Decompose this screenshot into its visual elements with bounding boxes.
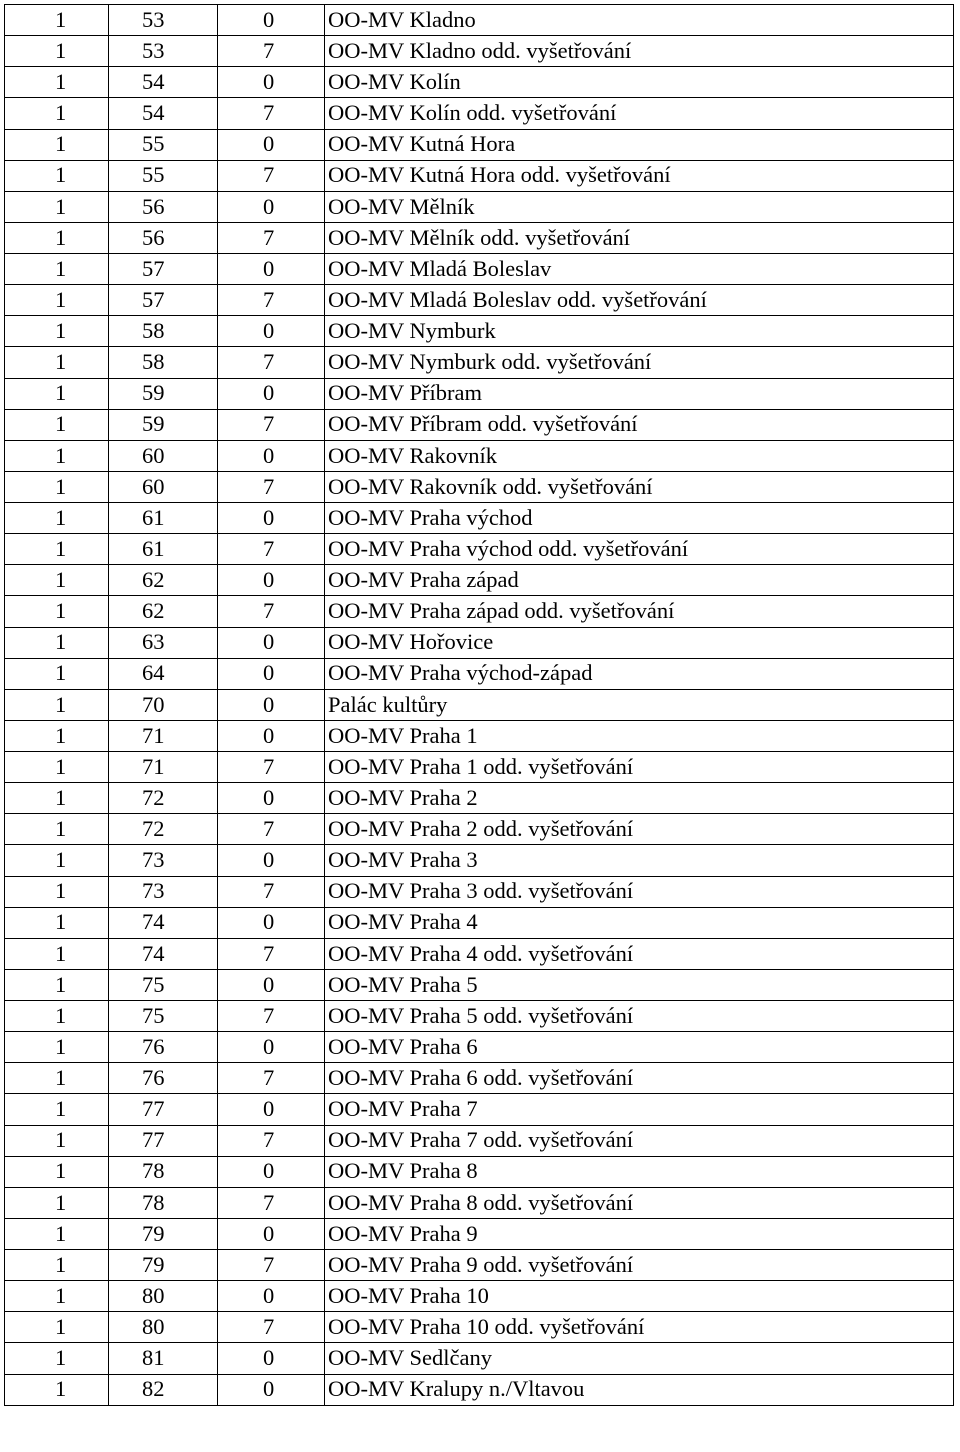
district-code-cell: 82 [109, 1374, 218, 1405]
region-code-cell: 1 [5, 316, 109, 347]
table-row [5, 378, 954, 409]
table-row [5, 440, 954, 471]
unit-code-cell: 0 [218, 845, 325, 876]
table-row [5, 845, 954, 876]
unit-code-cell: 7 [218, 1187, 325, 1218]
department-name-cell: OO-MV Praha 3 [325, 845, 954, 876]
department-name-cell: OO-MV Praha 9 odd. vyšetřování [325, 1250, 954, 1281]
region-code-cell: 1 [5, 938, 109, 969]
unit-code-cell: 0 [218, 565, 325, 596]
department-name-cell: OO-MV Praha 2 odd. vyšetřování [325, 814, 954, 845]
district-code-cell: 73 [109, 876, 218, 907]
district-code-cell: 79 [109, 1250, 218, 1281]
unit-code-cell: 0 [218, 1094, 325, 1125]
region-code-cell: 1 [5, 596, 109, 627]
region-code-cell: 1 [5, 876, 109, 907]
unit-code-cell: 7 [218, 409, 325, 440]
unit-code-cell: 7 [218, 814, 325, 845]
department-name-cell: OO-MV Rakovník odd. vyšetřování [325, 471, 954, 502]
table-row [5, 534, 954, 565]
department-name-cell: OO-MV Praha 4 odd. vyšetřování [325, 938, 954, 969]
unit-code-cell: 0 [218, 1218, 325, 1249]
district-code-cell: 79 [109, 1218, 218, 1249]
department-name-cell: OO-MV Praha 10 [325, 1281, 954, 1312]
department-name-cell: OO-MV Kutná Hora [325, 129, 954, 160]
region-code-cell: 1 [5, 1125, 109, 1156]
department-name-cell: OO-MV Mladá Boleslav [325, 254, 954, 285]
district-code-cell: 75 [109, 1001, 218, 1032]
table-row [5, 67, 954, 98]
unit-code-cell: 0 [218, 440, 325, 471]
region-code-cell: 1 [5, 409, 109, 440]
unit-code-cell: 0 [218, 907, 325, 938]
unit-code-cell: 0 [218, 1343, 325, 1374]
table-row [5, 938, 954, 969]
unit-code-cell: 0 [218, 5, 325, 36]
unit-code-cell: 7 [218, 471, 325, 502]
department-name-cell: OO-MV Příbram [325, 378, 954, 409]
table-row [5, 191, 954, 222]
region-code-cell: 1 [5, 67, 109, 98]
table-row [5, 1250, 954, 1281]
region-code-cell: 1 [5, 160, 109, 191]
district-code-cell: 77 [109, 1125, 218, 1156]
department-name-cell: OO-MV Kladno odd. vyšetřování [325, 36, 954, 67]
table-row [5, 98, 954, 129]
district-code-cell: 76 [109, 1063, 218, 1094]
department-name-cell: OO-MV Sedlčany [325, 1343, 954, 1374]
region-code-cell: 1 [5, 378, 109, 409]
department-name-cell: OO-MV Praha východ odd. vyšetřování [325, 534, 954, 565]
table-row [5, 1312, 954, 1343]
unit-code-cell: 7 [218, 160, 325, 191]
unit-code-cell: 0 [218, 783, 325, 814]
district-code-cell: 57 [109, 254, 218, 285]
district-code-cell: 72 [109, 783, 218, 814]
region-code-cell: 1 [5, 1218, 109, 1249]
district-code-cell: 60 [109, 440, 218, 471]
district-code-cell: 71 [109, 752, 218, 783]
unit-code-cell: 7 [218, 938, 325, 969]
unit-code-cell: 0 [218, 1032, 325, 1063]
department-name-cell: Palác kultůry [325, 689, 954, 720]
district-code-cell: 59 [109, 378, 218, 409]
unit-code-cell: 7 [218, 98, 325, 129]
region-code-cell: 1 [5, 254, 109, 285]
table-row [5, 129, 954, 160]
unit-code-cell: 7 [218, 1312, 325, 1343]
department-name-cell: OO-MV Mělník odd. vyšetřování [325, 222, 954, 253]
district-code-cell: 81 [109, 1343, 218, 1374]
department-name-cell: OO-MV Mladá Boleslav odd. vyšetřování [325, 285, 954, 316]
district-code-cell: 78 [109, 1156, 218, 1187]
region-code-cell: 1 [5, 752, 109, 783]
region-code-cell: 1 [5, 285, 109, 316]
unit-code-cell: 0 [218, 1156, 325, 1187]
unit-code-cell: 7 [218, 1125, 325, 1156]
unit-code-cell: 0 [218, 720, 325, 751]
region-code-cell: 1 [5, 1094, 109, 1125]
district-code-cell: 56 [109, 222, 218, 253]
table-row [5, 596, 954, 627]
department-name-cell: OO-MV Praha 1 odd. vyšetřování [325, 752, 954, 783]
department-name-cell: OO-MV Praha 7 odd. vyšetřování [325, 1125, 954, 1156]
region-code-cell: 1 [5, 1374, 109, 1405]
district-code-cell: 74 [109, 907, 218, 938]
region-code-cell: 1 [5, 720, 109, 751]
department-name-cell: OO-MV Praha západ odd. vyšetřování [325, 596, 954, 627]
district-code-cell: 78 [109, 1187, 218, 1218]
department-name-cell: OO-MV Nymburk [325, 316, 954, 347]
department-name-cell: OO-MV Praha 4 [325, 907, 954, 938]
table-row [5, 1281, 954, 1312]
department-name-cell: OO-MV Praha 2 [325, 783, 954, 814]
district-code-cell: 59 [109, 409, 218, 440]
district-code-cell: 80 [109, 1312, 218, 1343]
table-row [5, 1094, 954, 1125]
department-name-cell: OO-MV Kralupy n./Vltavou [325, 1374, 954, 1405]
unit-code-cell: 0 [218, 1374, 325, 1405]
region-code-cell: 1 [5, 1281, 109, 1312]
region-code-cell: 1 [5, 1343, 109, 1374]
region-code-cell: 1 [5, 1001, 109, 1032]
unit-code-cell: 7 [218, 752, 325, 783]
unit-code-cell: 7 [218, 347, 325, 378]
region-code-cell: 1 [5, 471, 109, 502]
district-code-cell: 57 [109, 285, 218, 316]
department-name-cell: OO-MV Kolín odd. vyšetřování [325, 98, 954, 129]
table-row [5, 907, 954, 938]
table-row [5, 720, 954, 751]
region-code-cell: 1 [5, 658, 109, 689]
department-name-cell: OO-MV Mělník [325, 191, 954, 222]
department-name-cell: OO-MV Praha 8 odd. vyšetřování [325, 1187, 954, 1218]
department-name-cell: OO-MV Praha 1 [325, 720, 954, 751]
department-name-cell: OO-MV Příbram odd. vyšetřování [325, 409, 954, 440]
unit-code-cell: 7 [218, 876, 325, 907]
region-code-cell: 1 [5, 503, 109, 534]
unit-code-cell: 7 [218, 222, 325, 253]
region-code-cell: 1 [5, 845, 109, 876]
unit-code-cell: 0 [218, 129, 325, 160]
region-code-cell: 1 [5, 627, 109, 658]
unit-code-cell: 7 [218, 285, 325, 316]
table-row [5, 222, 954, 253]
district-code-cell: 60 [109, 471, 218, 502]
table-row [5, 1063, 954, 1094]
district-code-cell: 80 [109, 1281, 218, 1312]
table-row [5, 783, 954, 814]
table-row [5, 1001, 954, 1032]
region-code-cell: 1 [5, 689, 109, 720]
region-code-cell: 1 [5, 1156, 109, 1187]
table-row [5, 254, 954, 285]
table-row [5, 1187, 954, 1218]
district-code-cell: 71 [109, 720, 218, 751]
unit-code-cell: 0 [218, 254, 325, 285]
region-code-cell: 1 [5, 1250, 109, 1281]
department-name-cell: OO-MV Praha východ [325, 503, 954, 534]
department-name-cell: OO-MV Praha 6 [325, 1032, 954, 1063]
department-name-cell: OO-MV Praha 6 odd. vyšetřování [325, 1063, 954, 1094]
department-name-cell: OO-MV Praha 9 [325, 1218, 954, 1249]
unit-code-cell: 7 [218, 1063, 325, 1094]
district-code-cell: 63 [109, 627, 218, 658]
table-body [5, 5, 954, 1406]
table-row [5, 1343, 954, 1374]
unit-code-cell: 0 [218, 378, 325, 409]
department-name-cell: OO-MV Nymburk odd. vyšetřování [325, 347, 954, 378]
department-name-cell: OO-MV Kutná Hora odd. vyšetřování [325, 160, 954, 191]
region-code-cell: 1 [5, 36, 109, 67]
unit-code-cell: 0 [218, 503, 325, 534]
district-code-cell: 70 [109, 689, 218, 720]
region-code-cell: 1 [5, 969, 109, 1000]
region-code-cell: 1 [5, 907, 109, 938]
district-code-cell: 54 [109, 98, 218, 129]
region-code-cell: 1 [5, 440, 109, 471]
district-code-cell: 64 [109, 658, 218, 689]
region-code-cell: 1 [5, 814, 109, 845]
region-code-cell: 1 [5, 191, 109, 222]
district-code-cell: 53 [109, 36, 218, 67]
district-code-cell: 53 [109, 5, 218, 36]
department-name-cell: OO-MV Kolín [325, 67, 954, 98]
unit-code-cell: 7 [218, 1250, 325, 1281]
unit-code-cell: 0 [218, 67, 325, 98]
district-code-cell: 77 [109, 1094, 218, 1125]
table-row [5, 160, 954, 191]
region-code-cell: 1 [5, 222, 109, 253]
unit-code-cell: 0 [218, 658, 325, 689]
department-name-cell: OO-MV Praha západ [325, 565, 954, 596]
district-code-cell: 62 [109, 596, 218, 627]
department-name-cell: OO-MV Praha 10 odd. vyšetřování [325, 1312, 954, 1343]
department-name-cell: OO-MV Praha 7 [325, 1094, 954, 1125]
table-row [5, 285, 954, 316]
unit-code-cell: 0 [218, 1281, 325, 1312]
table-row [5, 471, 954, 502]
district-code-cell: 56 [109, 191, 218, 222]
district-code-cell: 58 [109, 316, 218, 347]
district-code-cell: 55 [109, 160, 218, 191]
table-row [5, 1374, 954, 1405]
district-code-cell: 54 [109, 67, 218, 98]
district-code-cell: 73 [109, 845, 218, 876]
district-code-cell: 61 [109, 534, 218, 565]
table-row [5, 565, 954, 596]
department-name-cell: OO-MV Rakovník [325, 440, 954, 471]
table-row [5, 752, 954, 783]
table-row [5, 876, 954, 907]
department-name-cell: OO-MV Hořovice [325, 627, 954, 658]
table-row [5, 1218, 954, 1249]
region-code-cell: 1 [5, 565, 109, 596]
table-row [5, 658, 954, 689]
region-code-cell: 1 [5, 98, 109, 129]
region-code-cell: 1 [5, 534, 109, 565]
table-row [5, 1125, 954, 1156]
table-row [5, 316, 954, 347]
unit-code-cell: 0 [218, 627, 325, 658]
unit-code-cell: 7 [218, 36, 325, 67]
department-name-cell: OO-MV Praha východ-západ [325, 658, 954, 689]
region-code-cell: 1 [5, 347, 109, 378]
table-row [5, 627, 954, 658]
unit-code-cell: 7 [218, 534, 325, 565]
unit-code-cell: 0 [218, 689, 325, 720]
district-code-cell: 75 [109, 969, 218, 1000]
department-name-cell: OO-MV Kladno [325, 5, 954, 36]
table-row [5, 409, 954, 440]
table-row [5, 347, 954, 378]
table-row [5, 814, 954, 845]
department-name-cell: OO-MV Praha 3 odd. vyšetřování [325, 876, 954, 907]
district-code-cell: 55 [109, 129, 218, 160]
codes-table [4, 4, 954, 1406]
department-name-cell: OO-MV Praha 5 [325, 969, 954, 1000]
table-row [5, 5, 954, 36]
district-code-cell: 76 [109, 1032, 218, 1063]
district-code-cell: 72 [109, 814, 218, 845]
table-row [5, 689, 954, 720]
unit-code-cell: 0 [218, 969, 325, 1000]
region-code-cell: 1 [5, 1312, 109, 1343]
table-row [5, 36, 954, 67]
district-code-cell: 62 [109, 565, 218, 596]
region-code-cell: 1 [5, 1063, 109, 1094]
region-code-cell: 1 [5, 5, 109, 36]
unit-code-cell: 0 [218, 191, 325, 222]
district-code-cell: 58 [109, 347, 218, 378]
region-code-cell: 1 [5, 1187, 109, 1218]
unit-code-cell: 7 [218, 596, 325, 627]
table-row [5, 969, 954, 1000]
table-row [5, 1156, 954, 1187]
department-name-cell: OO-MV Praha 8 [325, 1156, 954, 1187]
table-row [5, 1032, 954, 1063]
region-code-cell: 1 [5, 1032, 109, 1063]
region-code-cell: 1 [5, 783, 109, 814]
district-code-cell: 61 [109, 503, 218, 534]
unit-code-cell: 7 [218, 1001, 325, 1032]
department-name-cell: OO-MV Praha 5 odd. vyšetřování [325, 1001, 954, 1032]
region-code-cell: 1 [5, 129, 109, 160]
district-code-cell: 74 [109, 938, 218, 969]
table-row [5, 503, 954, 534]
unit-code-cell: 0 [218, 316, 325, 347]
